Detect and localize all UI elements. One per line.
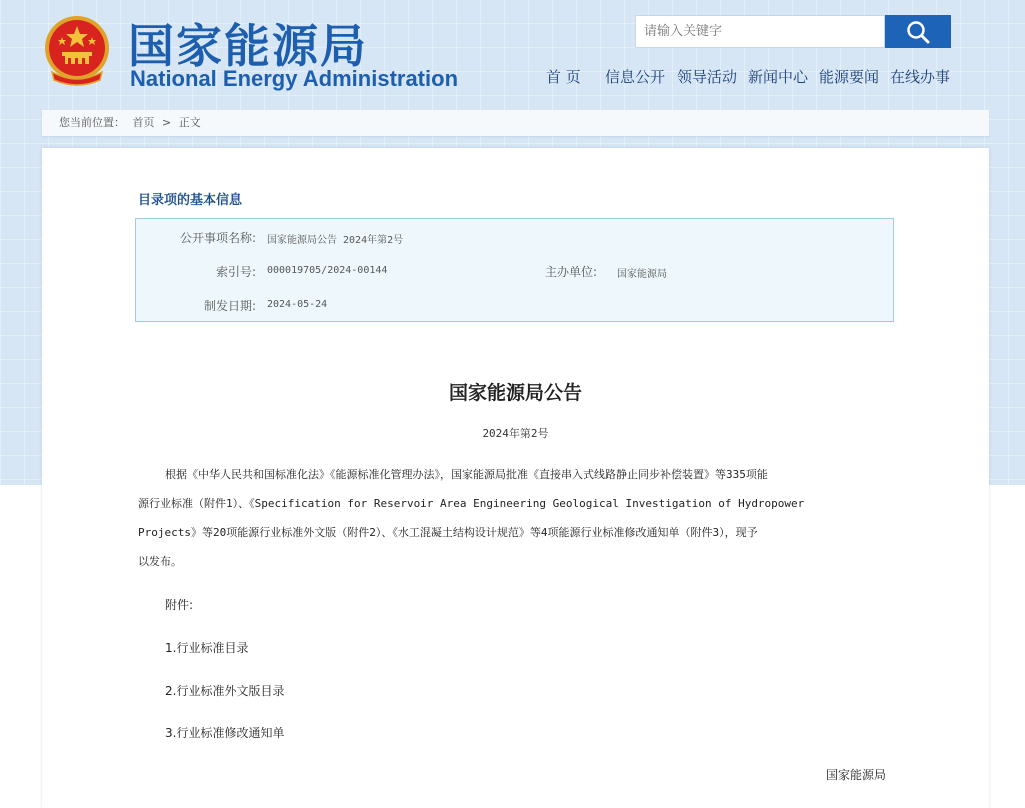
index-label: 索引号: bbox=[215, 265, 256, 279]
body-line: 以发布。 bbox=[138, 555, 182, 568]
nav-leadership[interactable]: 领导活动 bbox=[677, 68, 738, 86]
attachment-link[interactable]: 2.行业标准外文版目录 bbox=[165, 684, 285, 698]
body-line: 根据《中华人民共和国标准化法》《能源标准化管理办法》，国家能源局批准《直接串入式线路静止同步补偿装置》等335项能 bbox=[165, 468, 768, 481]
nav-info-disclosure[interactable]: 信息公开 bbox=[605, 68, 666, 86]
date-label: 制发日期: bbox=[203, 299, 256, 313]
info-box bbox=[135, 218, 894, 322]
nav-news-center[interactable]: 新闻中心 bbox=[748, 68, 809, 86]
date-value: 2024-05-24 bbox=[267, 299, 328, 310]
item-name-label: 公开事项名称: bbox=[179, 231, 256, 245]
breadcrumb-current: 正文 bbox=[178, 116, 201, 129]
search-input[interactable] bbox=[635, 15, 885, 48]
nav-home[interactable]: 首 页 bbox=[546, 68, 581, 86]
attachments-label: 附件: bbox=[165, 598, 194, 612]
document-number: 2024年第2号 bbox=[482, 427, 549, 440]
content-panel bbox=[42, 148, 989, 808]
site-name-en[interactable]: National Energy Administration bbox=[130, 66, 459, 91]
breadcrumb-home-link[interactable]: 首页 bbox=[132, 116, 155, 129]
nav-online-services[interactable]: 在线办事 bbox=[890, 68, 951, 86]
breadcrumb bbox=[42, 110, 989, 136]
breadcrumb-separator: > bbox=[162, 116, 172, 129]
org-value: 国家能源局 bbox=[617, 269, 667, 280]
site-name-cn[interactable]: 国家能源局 bbox=[128, 19, 368, 73]
body-line: Projects》等20项能源行业标准外文版（附件2）、《水工混凝土结构设计规范》等4项能源行业标准修改通知单（附件3），现予 bbox=[138, 526, 758, 539]
search-icon bbox=[905, 19, 931, 45]
nav-energy-news[interactable]: 能源要闻 bbox=[819, 68, 880, 86]
document-signer: 国家能源局 bbox=[826, 768, 887, 782]
attachment-link[interactable]: 3.行业标准修改通知单 bbox=[165, 726, 285, 740]
item-name-value: 国家能源局公告 2024年第2号 bbox=[267, 235, 404, 246]
breadcrumb-prefix: 您当前位置： bbox=[59, 116, 125, 129]
info-section-title: 目录项的基本信息 bbox=[138, 193, 243, 208]
org-label: 主办单位: bbox=[544, 265, 597, 279]
document-title: 国家能源局公告 bbox=[448, 382, 582, 404]
body-line: 源行业标准（附件1）、《Specification for Reservoir Area Engineering Geological Investigation of Hydropower bbox=[138, 497, 805, 510]
national-emblem-icon[interactable] bbox=[42, 14, 112, 86]
index-value: 000019705/2024-00144 bbox=[267, 265, 388, 276]
attachment-link[interactable]: 1.行业标准目录 bbox=[165, 641, 249, 655]
main-nav bbox=[546, 66, 1016, 90]
search-button[interactable] bbox=[885, 15, 951, 48]
